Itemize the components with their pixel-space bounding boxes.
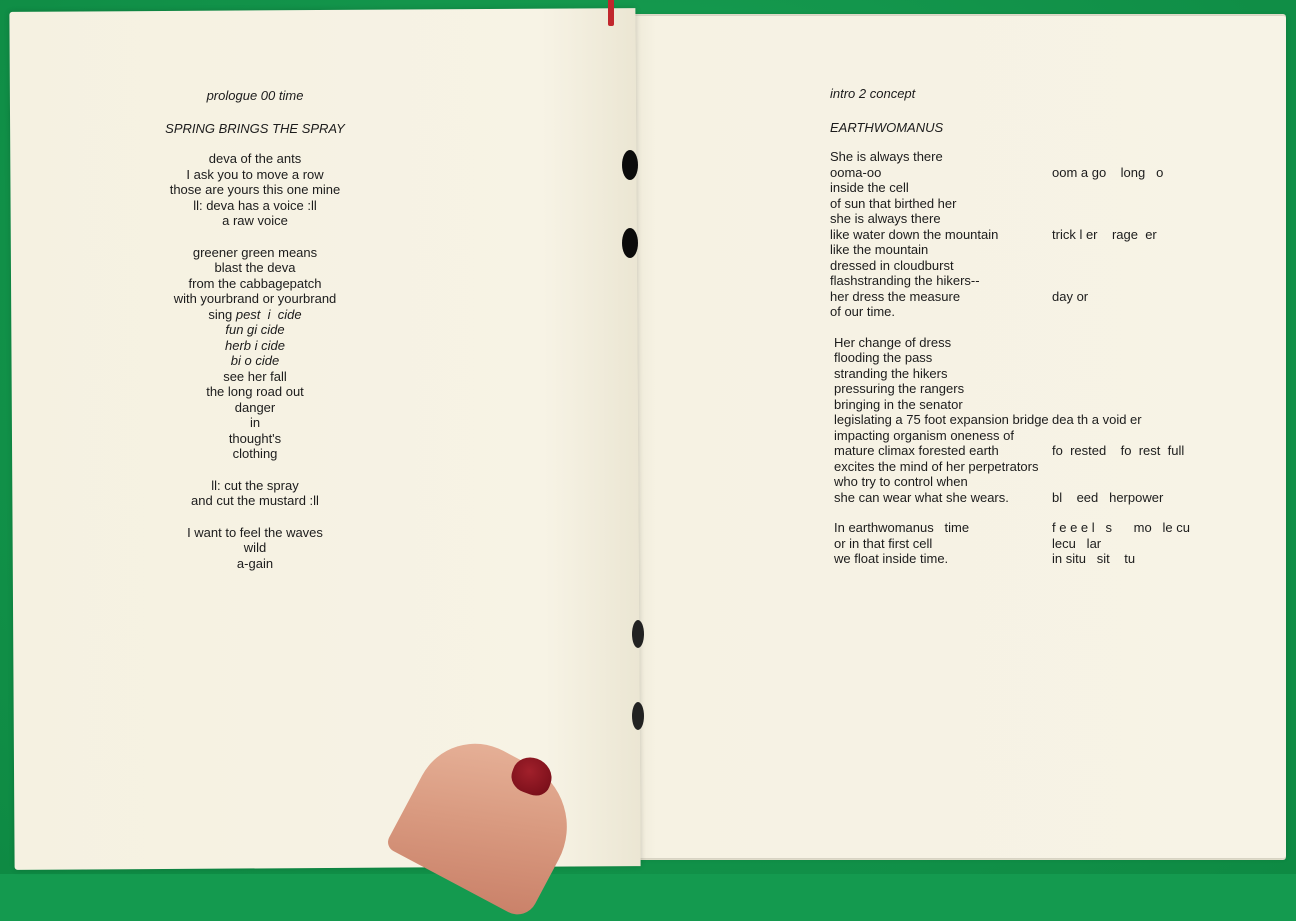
right-stanza-3 [830, 520, 1230, 567]
poem-row [830, 428, 1230, 444]
marginal-wordplay: in situ sit tu [1052, 551, 1136, 566]
poem-line: she can wear what she wears. [834, 489, 1009, 505]
poem-line: a raw voice [222, 213, 288, 228]
bookmark-ribbon [608, 0, 614, 26]
poem-line: from the cabbagepatch [188, 275, 322, 291]
right-stanza-2 [830, 335, 1230, 506]
poem-line: deva of the ants [208, 151, 302, 166]
poem-row [830, 335, 1230, 351]
poem-row [830, 273, 1230, 289]
left-stanza-4 [130, 525, 380, 572]
marginal-wordplay: dea th a void er [1052, 412, 1142, 427]
poem-line: ooma-oo [830, 164, 882, 180]
poem-row [830, 227, 1230, 243]
poem-line: of sun that birthed her [830, 195, 957, 211]
binding-hole [622, 228, 638, 258]
poem-line: legislating a 75 foot expansion bridge [834, 412, 1049, 427]
poem-line: a-gain [236, 555, 274, 571]
marginal-wordplay: fo rested fo rest full [1052, 443, 1185, 458]
poem-row [830, 443, 1230, 459]
poem-line-italic: pest i cide [235, 306, 302, 322]
poem-line: Her change of dress [834, 334, 952, 350]
poem-row [830, 149, 1230, 165]
poem-row [830, 289, 1230, 305]
poem-line: and cut the mustard :ll [191, 493, 319, 508]
poem-row [830, 474, 1230, 490]
right-poem [830, 84, 1230, 582]
poem-row [830, 350, 1230, 366]
left-poem [130, 84, 380, 587]
poem-row [830, 412, 1230, 428]
poem-row [830, 520, 1230, 536]
poem-line: thought's [228, 430, 282, 446]
poem-row [830, 459, 1230, 475]
binding-hole [632, 702, 644, 730]
poem-row [830, 180, 1230, 196]
poem-line: the long road out [206, 384, 304, 399]
poem-line: clothing [232, 446, 278, 461]
poem-line: like the mountain [830, 242, 929, 257]
poem-line: stranding the hikers [834, 365, 948, 381]
poem-line: blast the deva [214, 260, 296, 275]
poem-line: wild [243, 540, 267, 555]
marginal-wordplay: lecu lar [1052, 535, 1102, 551]
marginal-wordplay: bl eed herpower [1052, 489, 1164, 505]
poem-line: In earthwomanus time [834, 520, 970, 535]
marginal-wordplay: day or [1052, 288, 1089, 304]
right-poem-title: EARTHWOMANUS [830, 119, 944, 135]
left-stanza-2 [130, 245, 380, 462]
right-stanza-1 [830, 149, 1230, 320]
left-stanza-1 [130, 151, 380, 229]
left-poem-title: SPRING BRINGS THE SPRAY [165, 120, 345, 136]
poem-row [830, 381, 1230, 397]
poem-row [830, 165, 1230, 181]
poem-row [830, 366, 1230, 382]
poem-line: those are yours this one mine [169, 182, 341, 197]
marginal-wordplay: f e e e l s mo le cu [1052, 520, 1190, 535]
poem-line [130, 307, 380, 323]
poem-row [830, 242, 1230, 258]
poem-line: ll: deva has a voice :ll [193, 197, 317, 213]
poem-line: mature climax forested earth [834, 443, 999, 458]
poem-line: in [249, 415, 261, 430]
poem-row [830, 211, 1230, 227]
poem-line-italic: herb i cide [225, 337, 285, 353]
poem-line: excites the mind of her perpetrators [834, 458, 1039, 474]
poem-line: bringing in the senator [834, 396, 963, 412]
poem-row [830, 258, 1230, 274]
poem-row [830, 196, 1230, 212]
poem-line-prefix: sing [208, 306, 236, 322]
poem-line-italic: bi o cide [230, 353, 280, 368]
poem-line: danger [234, 399, 276, 415]
poem-line: She is always there [830, 149, 943, 164]
poem-line: pressuring the rangers [834, 381, 965, 396]
poem-line: see her fall [223, 368, 287, 384]
poem-line: who try to control when [834, 474, 968, 489]
poem-line: ll: cut the spray [211, 477, 299, 493]
left-page-header: prologue 00 time [206, 88, 304, 103]
poem-line: inside the cell [830, 180, 909, 195]
poem-line: flashstranding the hikers-- [830, 273, 980, 288]
poem-row [830, 490, 1230, 506]
poem-line: she is always there [830, 211, 941, 226]
poem-line: of our time. [830, 304, 896, 319]
marginal-wordplay: oom a go long o [1052, 164, 1164, 180]
left-stanza-3 [130, 478, 380, 509]
poem-line: like water down the mountain [830, 226, 999, 242]
poem-line: with yourbrand or yourbrand [173, 291, 337, 306]
binding-hole [622, 150, 638, 180]
marginal-wordplay: trick l er rage er [1052, 226, 1157, 242]
poem-line: we float inside time. [834, 551, 949, 566]
poem-line: I ask you to move a row [186, 166, 324, 182]
poem-row [830, 551, 1230, 567]
poem-line-italic: fun gi cide [225, 322, 285, 337]
poem-line: greener green means [192, 244, 318, 260]
poem-line: flooding the pass [834, 350, 933, 365]
poem-line: dressed in cloudburst [830, 257, 954, 273]
poem-line: her dress the measure [830, 288, 961, 304]
poem-line: impacting organism oneness of [834, 427, 1014, 443]
binding-hole [632, 620, 644, 648]
poem-row [830, 397, 1230, 413]
right-page-header: intro 2 concept [830, 86, 916, 101]
poem-row [830, 304, 1230, 320]
poem-line: or in that first cell [834, 535, 933, 551]
poem-row [830, 536, 1230, 552]
poem-line: I want to feel the waves [187, 524, 323, 540]
